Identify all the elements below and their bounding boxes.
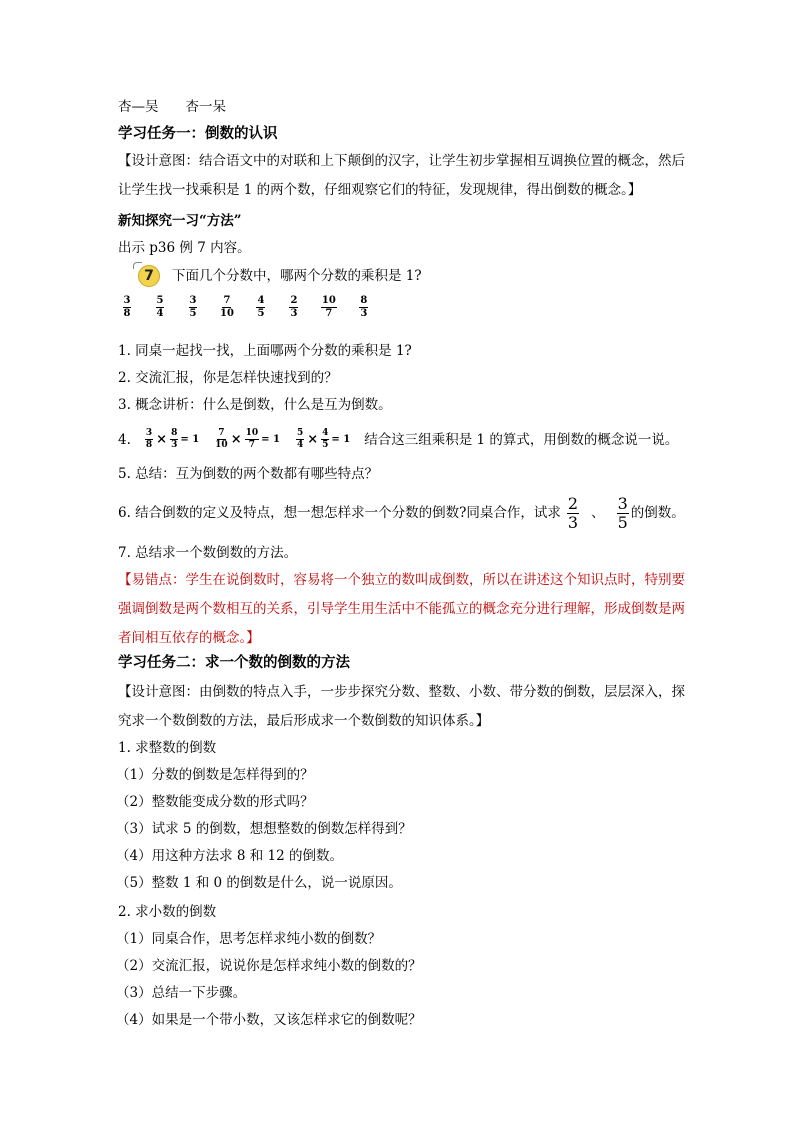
fraction-three-fifths [617, 493, 629, 532]
fraction [245, 429, 260, 450]
section-1-title: 1. 求整数的倒数 [118, 740, 217, 756]
fraction [255, 296, 267, 319]
step-4-text: 结合这三组乘积是 1 的算式，用倒数的概念说一说。 [364, 431, 679, 448]
fraction-numerator: 7 [223, 295, 231, 306]
fraction-numerator: 3 [145, 428, 153, 438]
step-6-suffix: 的倒数。 [630, 505, 685, 521]
fraction-list [121, 296, 370, 319]
fraction [288, 296, 300, 319]
equation-group [143, 429, 364, 450]
section-2-title: 2. 求小数的倒数 [118, 904, 217, 920]
step-5: 5. 总结：互为倒数的两个数都有哪些特点？ [118, 466, 379, 482]
multiply-sign: × [307, 431, 319, 447]
fraction [187, 296, 199, 319]
section-2-item-1: （1）同桌合作，思考怎样求纯小数的倒数？ [116, 931, 382, 947]
product-equation [213, 429, 280, 450]
fraction-numerator: 7 [218, 428, 225, 438]
fraction-numerator: 2 [290, 295, 298, 306]
section-1-item-3: （3）试求 5 的倒数，想想整数的倒数怎样得到？ [116, 821, 412, 837]
step-4-number: 4. [118, 431, 131, 448]
fraction-numerator: 3 [617, 493, 628, 513]
section-2-item-2: （2）交流汇报，说说你是怎样求纯小数的倒数的？ [116, 958, 422, 974]
fraction [154, 296, 166, 319]
step-6 [118, 493, 685, 532]
error-prone-note: 【易错点：学生在说倒数时，容易将一个独立的数叫成倒数，所以在讲述这个知识点时，特别要强调倒数是两个数相互的关系，引导学生用生活中不能孤立的概念充分进行理解，形成倒数是两者间相互依存的概念。】 [118, 572, 685, 646]
equals-one: = 1 [261, 433, 280, 445]
step-7: 7. 总结求一个数倒数的方法。 [118, 545, 298, 561]
step-6-text: 6. 结合倒数的定义及特点，想一想怎样求一个分数的倒数?同桌合作，试求 [118, 505, 561, 521]
equals-one: = 1 [180, 433, 200, 445]
example-question: 下面几个分数中，哪两个分数的乘积是 1? [172, 268, 422, 284]
design-intent-2: 【设计意图：由倒数的特点入手，一步步探究分数、整数、小数、带分数的倒数，层层深入，探究求一个数倒数的方法，最后形成求一个数倒数的知识体系。】 [118, 684, 685, 729]
fraction-numerator: 8 [360, 295, 368, 306]
multiply-sign: × [230, 431, 242, 447]
fraction-denominator: 7 [248, 440, 255, 450]
section-1-item-2: （2）整数能变成分数的形式吗？ [116, 794, 314, 810]
fraction [321, 296, 337, 319]
step-6-separator: 、 [591, 505, 605, 521]
section-2-item-4: （4）如果是一个带小数，又该怎样求它的倒数呢？ [116, 1012, 422, 1028]
step-1: 1. 同桌一起找一找，上面哪两个分数的乘积是 1? [118, 343, 412, 359]
fraction-denominator: 5 [617, 512, 628, 532]
example-number-badge [138, 265, 160, 287]
section-1-item-5: （5）整数 1 和 0 的倒数是什么，说一说原因。 [116, 875, 402, 891]
fraction-numerator: 5 [296, 428, 304, 438]
fraction-denominator: 10 [220, 308, 234, 319]
fraction-numerator: 3 [123, 295, 131, 306]
fraction-denominator: 10 [215, 440, 228, 450]
fraction-denominator: 3 [171, 440, 178, 450]
fraction [121, 296, 133, 319]
step-4 [118, 429, 678, 450]
fraction-numerator: 10 [321, 295, 336, 306]
fraction-denominator: 7 [325, 308, 333, 319]
fraction [321, 429, 329, 450]
example-number: 7 [144, 268, 154, 284]
fraction-numerator: 5 [156, 295, 164, 306]
fraction [296, 429, 304, 450]
fraction-numerator: 4 [322, 428, 329, 438]
fraction [145, 429, 153, 450]
multiply-sign: × [156, 431, 168, 447]
task-one-heading: 学习任务一：倒数的认识 [118, 125, 278, 142]
fraction-numerator: 8 [171, 428, 178, 438]
fraction-numerator: 10 [245, 428, 259, 438]
product-equation [294, 429, 350, 450]
fraction-denominator: 3 [567, 512, 579, 532]
task-two-heading: 学习任务二：求一个数的倒数的方法 [118, 654, 350, 671]
fraction [170, 429, 178, 450]
section-1-item-1: （1）分数的倒数是怎样得到的？ [116, 767, 314, 783]
fraction [358, 296, 370, 319]
step-2: 2. 交流汇报，你是怎样快速找到的？ [118, 370, 338, 386]
fraction [220, 296, 234, 319]
fraction-denominator: 3 [360, 308, 368, 319]
show-example-text: 出示 p36 例 7 内容。 [118, 240, 251, 256]
fraction-numerator: 4 [257, 295, 265, 306]
step-3: 3. 概念讲析：什么是倒数，什么是互为倒数。 [118, 397, 392, 413]
fraction-denominator: 8 [145, 440, 153, 450]
product-equation [143, 429, 199, 450]
fraction-denominator: 4 [156, 308, 164, 319]
fraction-denominator: 3 [290, 308, 298, 319]
section-1-item-4: （4）用这种方法求 8 和 12 的倒数。 [116, 848, 344, 864]
fraction-numerator: 2 [567, 493, 579, 513]
fraction [215, 429, 228, 450]
fraction-denominator: 5 [322, 440, 329, 450]
fraction-denominator: 4 [296, 440, 304, 450]
section-2-item-3: （3）总结一下步骤。 [116, 985, 247, 1001]
fraction-denominator: 8 [123, 308, 131, 319]
fraction-denominator: 5 [257, 308, 265, 319]
header-text: 杏—吴 杏一呆 [118, 99, 226, 115]
fraction-numerator: 3 [189, 295, 197, 306]
design-intent-1: 【设计意图：结合语文中的对联和上下颠倒的汉字，让学生初步掌握相互调换位置的概念，然后让学生找一找乘积是 1 的两个数，仔细观察它们的特征，发现规律，得出倒数的概念。】 [118, 153, 685, 198]
fraction-two-thirds [567, 493, 579, 532]
explore-heading: 新知探究一习“方法” [118, 213, 242, 229]
equals-one: = 1 [331, 433, 351, 445]
fraction-denominator: 5 [189, 308, 197, 319]
